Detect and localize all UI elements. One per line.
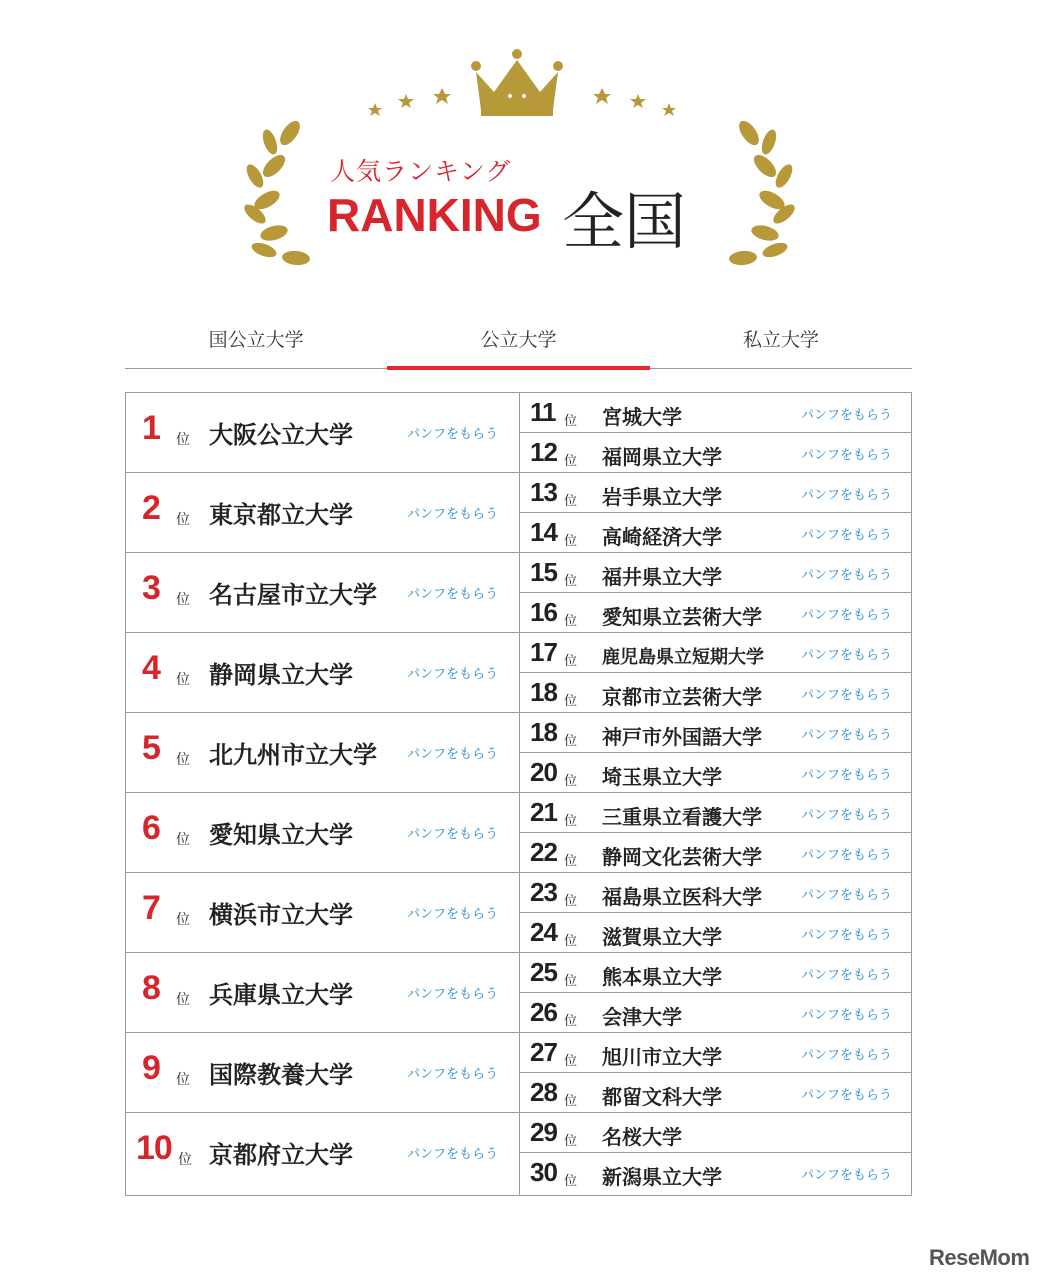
- rank-suffix: 位: [564, 1134, 578, 1149]
- ranking-header: [0, 0, 1039, 300]
- rank-suffix: 位: [176, 752, 190, 768]
- ranking-row: [520, 1033, 911, 1073]
- rank-number: 6: [142, 809, 161, 847]
- university-name: 都留文科大学: [602, 1085, 722, 1109]
- university-name: 鹿児島県立短期大学: [602, 647, 764, 668]
- rank-suffix: 位: [564, 454, 578, 469]
- university-name: 名古屋市立大学: [209, 581, 377, 609]
- brochure-link[interactable]: パンフをもらう: [801, 968, 893, 983]
- rank-number: 1: [142, 409, 161, 447]
- ranking-row: [520, 553, 911, 593]
- rank-suffix: 位: [564, 494, 578, 509]
- rank-number: 25: [530, 957, 557, 987]
- brochure-link[interactable]: パンフをもらう: [801, 1088, 893, 1103]
- brochure-link[interactable]: パンフをもらう: [801, 528, 893, 543]
- rank-suffix: 位: [564, 1054, 578, 1069]
- rank-suffix: 位: [178, 1152, 192, 1168]
- rank-suffix: 位: [564, 654, 578, 669]
- ranking-row: [126, 553, 519, 633]
- rank-number: 7: [142, 889, 161, 927]
- brochure-link[interactable]: パンフをもらう: [801, 928, 893, 943]
- rank-number: 18: [530, 677, 557, 707]
- brochure-link[interactable]: パンフをもらう: [801, 408, 893, 423]
- top-ten-column: [126, 393, 520, 1195]
- ranking-row: [126, 713, 519, 793]
- rank-number: 13: [530, 477, 557, 507]
- university-name: 国際教養大学: [209, 1061, 353, 1089]
- ranking-row: [520, 913, 911, 953]
- rank-suffix: 位: [564, 854, 578, 869]
- brochure-link[interactable]: パンフをもらう: [801, 888, 893, 903]
- brochure-link[interactable]: パンフをもらう: [801, 1168, 893, 1183]
- ranking-row: [126, 873, 519, 953]
- university-name: 神戸市外国語大学: [602, 725, 762, 749]
- university-name: 三重県立看護大学: [602, 805, 762, 829]
- ranking-row: [126, 953, 519, 1033]
- rank-suffix: 位: [176, 992, 190, 1008]
- ranking-row: [520, 1153, 911, 1193]
- university-name: 宮城大学: [602, 405, 682, 429]
- rank-suffix: 位: [176, 832, 190, 848]
- brochure-link[interactable]: パンフをもらう: [801, 848, 893, 863]
- university-name: 京都府立大学: [209, 1141, 353, 1169]
- rank-number: 15: [530, 557, 557, 587]
- rank-number: 10: [136, 1129, 172, 1167]
- ranking-row: [520, 1073, 911, 1113]
- ranking-row: [126, 1113, 519, 1193]
- brochure-link[interactable]: パンフをもらう: [407, 747, 499, 762]
- university-name: 北九州市立大学: [209, 741, 377, 769]
- brochure-link[interactable]: パンフをもらう: [801, 808, 893, 823]
- ranking-row: [520, 433, 911, 473]
- rank-number: 3: [142, 569, 161, 607]
- rank-number: 14: [530, 517, 557, 547]
- ranking-row: [126, 473, 519, 553]
- brochure-link[interactable]: パンフをもらう: [801, 488, 893, 503]
- rank-suffix: 位: [176, 592, 190, 608]
- tab-public[interactable]: 公立大学: [387, 320, 649, 368]
- ranking-row: [126, 633, 519, 713]
- rank-number: 20: [530, 757, 557, 787]
- rank-suffix: 位: [564, 814, 578, 829]
- university-name: 高崎経済大学: [602, 525, 722, 549]
- rank-number: 16: [530, 597, 557, 627]
- rank-suffix: 位: [564, 1174, 578, 1189]
- rank-number: 27: [530, 1037, 557, 1067]
- tab-private[interactable]: 私立大学: [742, 329, 819, 351]
- rank-suffix: 位: [564, 534, 578, 549]
- rank-suffix: 位: [176, 512, 190, 528]
- university-name: 岩手県立大学: [602, 485, 722, 509]
- ranking-row: [126, 793, 519, 873]
- university-name: 名桜大学: [602, 1125, 682, 1149]
- rank-suffix: 位: [564, 614, 578, 629]
- rank-number: 23: [530, 877, 557, 907]
- brochure-link[interactable]: パンフをもらう: [407, 1067, 499, 1082]
- header-region: 全国: [562, 185, 687, 258]
- ranking-row: [520, 513, 911, 553]
- ranking-row: [520, 793, 911, 833]
- brochure-link[interactable]: パンフをもらう: [407, 587, 499, 602]
- rank-number: 28: [530, 1077, 557, 1107]
- university-name: 埼玉県立大学: [602, 765, 722, 789]
- rank-number: 4: [142, 649, 161, 687]
- university-name: 愛知県立芸術大学: [602, 605, 762, 629]
- ranking-row: [126, 393, 519, 473]
- rank-number: 30: [530, 1157, 557, 1187]
- brochure-link[interactable]: パンフをもらう: [801, 648, 893, 663]
- ranking-row: [520, 953, 911, 993]
- rank-number: 8: [142, 969, 161, 1007]
- rank-suffix: 位: [176, 912, 190, 928]
- rank-number: 29: [530, 1117, 557, 1147]
- brochure-link[interactable]: パンフをもらう: [407, 1147, 499, 1162]
- brochure-link[interactable]: パンフをもらう: [407, 987, 499, 1002]
- ranking-row: [520, 713, 911, 753]
- site-watermark: ReseMom: [929, 1245, 1030, 1270]
- rank-number: 17: [530, 637, 557, 667]
- header-subtitle: 人気ランキング: [330, 157, 512, 186]
- rank-suffix: 位: [176, 432, 190, 448]
- rank-suffix: 位: [564, 974, 578, 989]
- category-tabs: [125, 320, 912, 369]
- rank-suffix: 位: [564, 574, 578, 589]
- university-name: 新潟県立大学: [602, 1165, 722, 1189]
- rank-number: 11: [530, 397, 556, 427]
- university-name: 愛知県立大学: [209, 821, 353, 849]
- rank-number: 5: [142, 729, 161, 767]
- ranking-row: [520, 753, 911, 793]
- rank-11-30-column: [520, 393, 911, 1195]
- brochure-link[interactable]: パンフをもらう: [407, 427, 499, 442]
- rank-suffix: 位: [176, 1072, 190, 1088]
- ranking-row: [520, 633, 911, 673]
- brochure-link[interactable]: パンフをもらう: [801, 608, 893, 623]
- rank-number: 26: [530, 997, 557, 1027]
- ranking-row: [126, 1033, 519, 1113]
- crown-icon: [471, 49, 563, 116]
- university-name: 大阪公立大学: [209, 421, 353, 449]
- university-name: 福井県立大学: [602, 565, 722, 589]
- rank-suffix: 位: [564, 1014, 578, 1029]
- rank-suffix: 位: [176, 672, 190, 688]
- brochure-link[interactable]: パンフをもらう: [407, 507, 499, 522]
- rank-number: 2: [142, 489, 161, 527]
- rank-suffix: 位: [564, 694, 578, 709]
- brochure-link[interactable]: パンフをもらう: [801, 768, 893, 783]
- rank-number: 12: [530, 437, 557, 467]
- brochure-link[interactable]: パンフをもらう: [801, 728, 893, 743]
- rank-suffix: 位: [564, 1094, 578, 1109]
- header-title: RANKING: [327, 189, 542, 241]
- ranking-row: [520, 673, 911, 713]
- rank-suffix: 位: [564, 774, 578, 789]
- ranking-row: [520, 473, 911, 513]
- ranking-row: [520, 993, 911, 1033]
- brochure-link[interactable]: パンフをもらう: [407, 667, 499, 682]
- university-name: 福岡県立大学: [602, 445, 722, 469]
- rank-suffix: 位: [564, 734, 578, 749]
- ranking-row: [520, 833, 911, 873]
- university-name: 会津大学: [602, 1005, 682, 1029]
- university-name: 静岡文化芸術大学: [602, 845, 762, 869]
- university-name: 静岡県立大学: [209, 661, 353, 689]
- brochure-link[interactable]: パンフをもらう: [407, 827, 499, 842]
- laurel-left-icon: [241, 118, 310, 267]
- brochure-link[interactable]: パンフをもらう: [407, 907, 499, 922]
- brochure-link[interactable]: パンフをもらう: [801, 568, 893, 583]
- rank-number: 9: [142, 1049, 161, 1087]
- university-name: 滋賀県立大学: [602, 925, 722, 949]
- ranking-row: [520, 593, 911, 633]
- university-name: 東京都立大学: [209, 501, 353, 529]
- rank-number: 24: [530, 917, 557, 947]
- rank-number: 22: [530, 837, 557, 867]
- brochure-link[interactable]: パンフをもらう: [801, 448, 893, 463]
- rank-suffix: 位: [564, 894, 578, 909]
- ranking-row: [520, 873, 911, 913]
- university-name: 横浜市立大学: [209, 901, 353, 929]
- ranking-row: [520, 393, 911, 433]
- university-name: 熊本県立大学: [602, 965, 722, 989]
- brochure-link[interactable]: パンフをもらう: [801, 688, 893, 703]
- brochure-link[interactable]: パンフをもらう: [801, 1008, 893, 1023]
- ranking-row: [520, 1113, 911, 1153]
- laurel-right-icon: [728, 118, 797, 267]
- university-name: 京都市立芸術大学: [602, 685, 762, 709]
- tab-national-public[interactable]: 国公立大学: [208, 329, 304, 351]
- rank-number: 21: [530, 797, 557, 827]
- rank-suffix: 位: [564, 934, 578, 949]
- brochure-link[interactable]: パンフをもらう: [801, 1048, 893, 1063]
- rank-suffix: 位: [564, 414, 578, 429]
- crown-laurel-emblem: [0, 0, 1039, 300]
- university-name: 福島県立医科大学: [602, 885, 762, 909]
- ranking-table: [125, 392, 912, 1196]
- rank-number: 18: [530, 717, 557, 747]
- university-name: 兵庫県立大学: [209, 981, 353, 1009]
- university-name: 旭川市立大学: [602, 1045, 722, 1069]
